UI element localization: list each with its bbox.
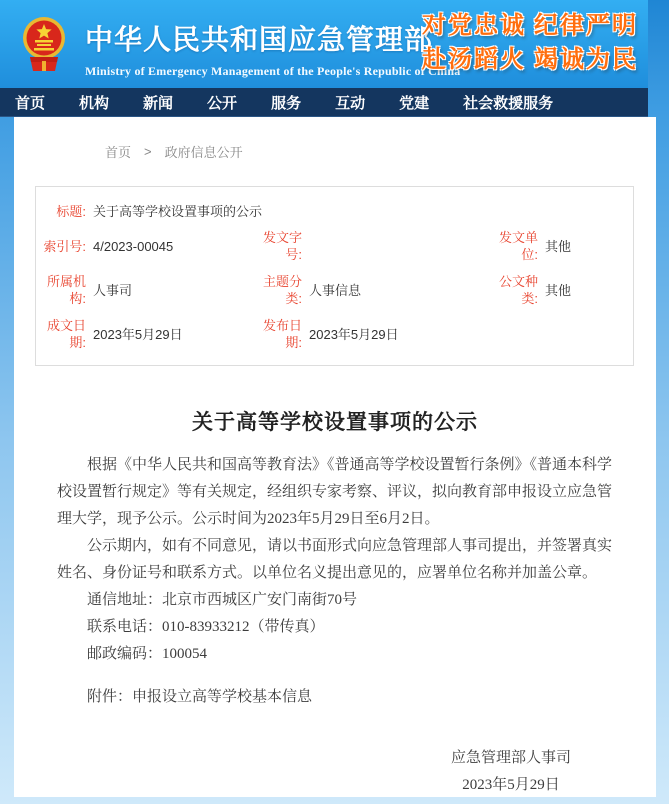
meta-label-department: 所属机构:: [46, 274, 86, 306]
meta-label-issuing-unit: 发文单位:: [498, 230, 538, 262]
nav-item-services[interactable]: 服务: [271, 94, 302, 112]
meta-label-doc-number: 发文字号:: [262, 230, 302, 262]
meta-label-index-number: 索引号:: [43, 238, 86, 254]
breadcrumb-separator: >: [144, 144, 152, 159]
site-header-banner: [0, 0, 648, 88]
attachment-line: [57, 684, 613, 711]
site-subtitle-en: Ministry of Emergency Management of the People's Republic of China: [85, 64, 461, 78]
nav-item-party[interactable]: 党建: [399, 94, 430, 112]
attachment-label: 附件：: [87, 689, 133, 705]
nav-item-home[interactable]: 首页: [15, 94, 46, 112]
meta-label-written-date: 成文日期:: [46, 318, 86, 350]
meta-value-publish-date: 2023年5月29日: [309, 326, 399, 342]
national-emblem-icon: [22, 13, 66, 82]
meta-value-department: 人事司: [93, 282, 133, 298]
meta-value-title: 关于高等学校设置事项的公示: [93, 203, 263, 219]
header-slogan: [422, 9, 638, 77]
attachment-link[interactable]: 申报设立高等学校基本信息: [132, 689, 313, 705]
content-area: [14, 117, 656, 797]
nav-item-social-rescue[interactable]: 社会救援服务: [463, 94, 554, 112]
signature-date: 2023年5月29日: [462, 777, 560, 793]
meta-value-doc-type: 其他: [545, 282, 572, 298]
slogan-line-2: 赴汤蹈火 竭诚为民: [422, 47, 638, 73]
meta-label-title: 标题:: [56, 203, 86, 219]
contact-postcode: 邮政编码：100054: [87, 646, 208, 662]
meta-label-topic-category: 主题分类:: [262, 274, 302, 306]
nav-item-disclosure[interactable]: 公开: [207, 94, 238, 112]
article-paragraph-1: 根据《中华人民共和国高等教育法》《普通高等学校设置暂行条例》《普通本科学校设置暂行规定》等有关规定，经组织专家考察、评议，拟向教育部申报设立应急管理大学，现予公示。公示时间为2023年5月29日至6月2日。: [57, 457, 613, 527]
breadcrumb: [14, 117, 656, 161]
meta-value-written-date: 2023年5月29日: [93, 326, 183, 342]
site-brand: [85, 18, 461, 79]
site-title: 中华人民共和国应急管理部: [85, 24, 434, 55]
article-paragraph-2: 公示期内，如有不同意见，请以书面形式向应急管理部人事司提出，并签署真实姓名、身份证号和联系方式。以单位名义提出意见的，应署单位名称并加盖公章。: [57, 538, 613, 581]
breadcrumb-home-link[interactable]: 首页: [105, 145, 132, 160]
main-nav: [0, 88, 648, 117]
signature-block: [57, 745, 613, 797]
nav-item-organization[interactable]: 机构: [79, 94, 110, 112]
article-body: [57, 452, 613, 797]
signature-org: 应急管理部人事司: [450, 750, 571, 766]
contact-phone: 联系电话：010-83933212（带传真）: [87, 619, 325, 635]
meta-value-topic-category: 人事信息: [309, 282, 362, 298]
meta-label-publish-date: 发布日期:: [262, 318, 302, 350]
document-meta-box: [35, 186, 634, 366]
nav-item-news[interactable]: 新闻: [143, 94, 174, 112]
article-title: 关于高等学校设置事项的公示: [192, 410, 478, 434]
breadcrumb-current[interactable]: 政府信息公开: [164, 145, 243, 160]
meta-value-index-number: 4/2023-00045: [93, 238, 174, 254]
slogan-line-1: 对党忠诚 纪律严明: [422, 13, 638, 39]
meta-label-doc-type: 公文种类:: [498, 274, 538, 306]
contact-address: 通信地址：北京市西城区广安门南街70号: [87, 592, 358, 608]
nav-item-interaction[interactable]: 互动: [335, 94, 366, 112]
meta-value-issuing-unit: 其他: [545, 238, 572, 254]
